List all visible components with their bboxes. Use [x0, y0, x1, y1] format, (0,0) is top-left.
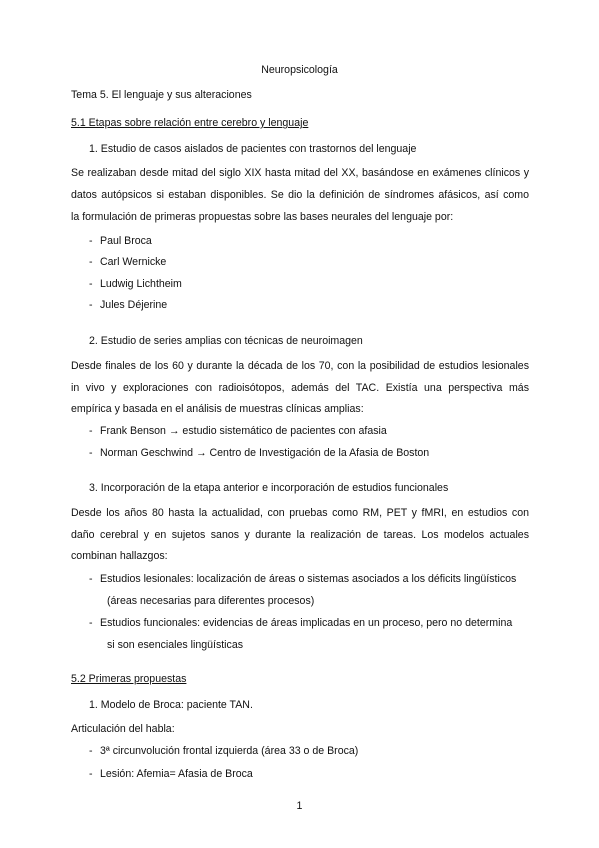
- paragraph-line: daño cerebral y en sujetos sanos y durante la realización de tareas. Los modelos actuales: [71, 529, 529, 541]
- model-broca-item: 1. Modelo de Broca: paciente TAN.: [89, 699, 253, 711]
- paragraph-line: Se realizaban desde mitad del siglo XIX hasta mitad del XX, basándose en exámenes clínicos y: [71, 167, 529, 179]
- paragraph-line: la formulación de primeras propuestas sobre las bases neurales del lenguaje por:: [71, 211, 454, 223]
- paragraph-line: Desde los años 80 hasta la actualidad, con pruebas como RM, PET y fMRI, en estudios con: [71, 507, 529, 519]
- list-item-continuation: (áreas necesarias para diferentes procesos): [107, 595, 315, 607]
- section-5-2-heading: 5.2 Primeras propuestas: [71, 673, 187, 685]
- subheading: Articulación del habla:: [71, 723, 175, 735]
- item-3-heading: 3. Incorporación de la etapa anterior e incorporación de estudios funcionales: [89, 482, 449, 494]
- paragraph-line: Desde finales de los 60 y durante la década de los 70, con la posibilidad de estudios lesionales: [71, 360, 529, 372]
- topic-heading: Tema 5. El lenguaje y sus alteraciones: [71, 89, 252, 101]
- item-1-heading: 1. Estudio de casos aislados de pacientes con trastornos del lenguaje: [89, 143, 417, 155]
- paragraph-line: in vivo y exploraciones con radioisótopos, además del TAC. Existía una perspectiva más: [71, 382, 529, 394]
- document-page: Neuropsicología Tema 5. El lenguaje y sus alteraciones 5.1 Etapas sobre relación entre cerebro y lenguaje 1. Estudio de casos aislados de pacientes con trastornos del lenguaje Se realizaban desde mitad del siglo XIX hasta mitad del XX, basándose en exámenes clínicos y datos autópsicos si estaban disponibles. Se dio la definición de síndromes afásicos, así como la formulación de primeras propuestas sobre las bases neurales del lenguaje por: - Paul Broca - Carl Wernicke - Ludwig Lichtheim - Jules Déjerine 2. Estudio de series amplias con técnicas de neuroimagen Desde finales de los 60 y durante la década de los 70, con la posibilidad de estudios lesionales in vivo y exploraciones con radioisótopos, además del TAC. Existía una perspectiva más empírica y basada en el análisis de muestras clínicas amplias: - Frank Benson → estudio sistemático de pacientes con afasia - Norman Geschwind → Centro de Investigación de la Afasia de Boston 3. Incorporación de la etapa anterior e incorporación de estudios funcionales Desde los años 80 hasta la actualidad, con pruebas como RM, PET y fMRI, en estudios con daño cerebral y en sujetos sanos y durante la realización de tareas. Los modelos actuales combinan hallazgos: - Estudios lesionales: localización de áreas o sistemas asociados a los déficits lingüísticos (áreas necesarias para diferentes procesos) - Estudios funcionales: evidencias de áreas implicadas en un proceso, pero no determina si son esenciales lingüísticas 5.2 Primeras propuestas 1. Modelo de Broca: paciente TAN. Articulación del habla: - 3ª circunvolución frontal izquierda (área 33 o de Broca) - Lesión: Afemia= Afasia de Broca 1: [0, 0, 599, 848]
- document-title: Neuropsicología: [261, 64, 338, 76]
- paragraph-line: empírica y basada en el análisis de muestras clínicas amplias:: [71, 403, 364, 415]
- list-item-continuation: si son esenciales lingüísticas: [107, 639, 244, 651]
- item-2-heading: 2. Estudio de series amplias con técnicas de neuroimagen: [89, 335, 363, 347]
- page-number: 1: [296, 800, 303, 812]
- paragraph-line: combinan hallazgos:: [71, 550, 168, 562]
- section-5-1-heading: 5.1 Etapas sobre relación entre cerebro y lenguaje: [71, 117, 309, 129]
- paragraph-line: datos autópsicos si estaban disponibles. Se dio la definición de síndromes afásicos, así como: [71, 189, 529, 201]
